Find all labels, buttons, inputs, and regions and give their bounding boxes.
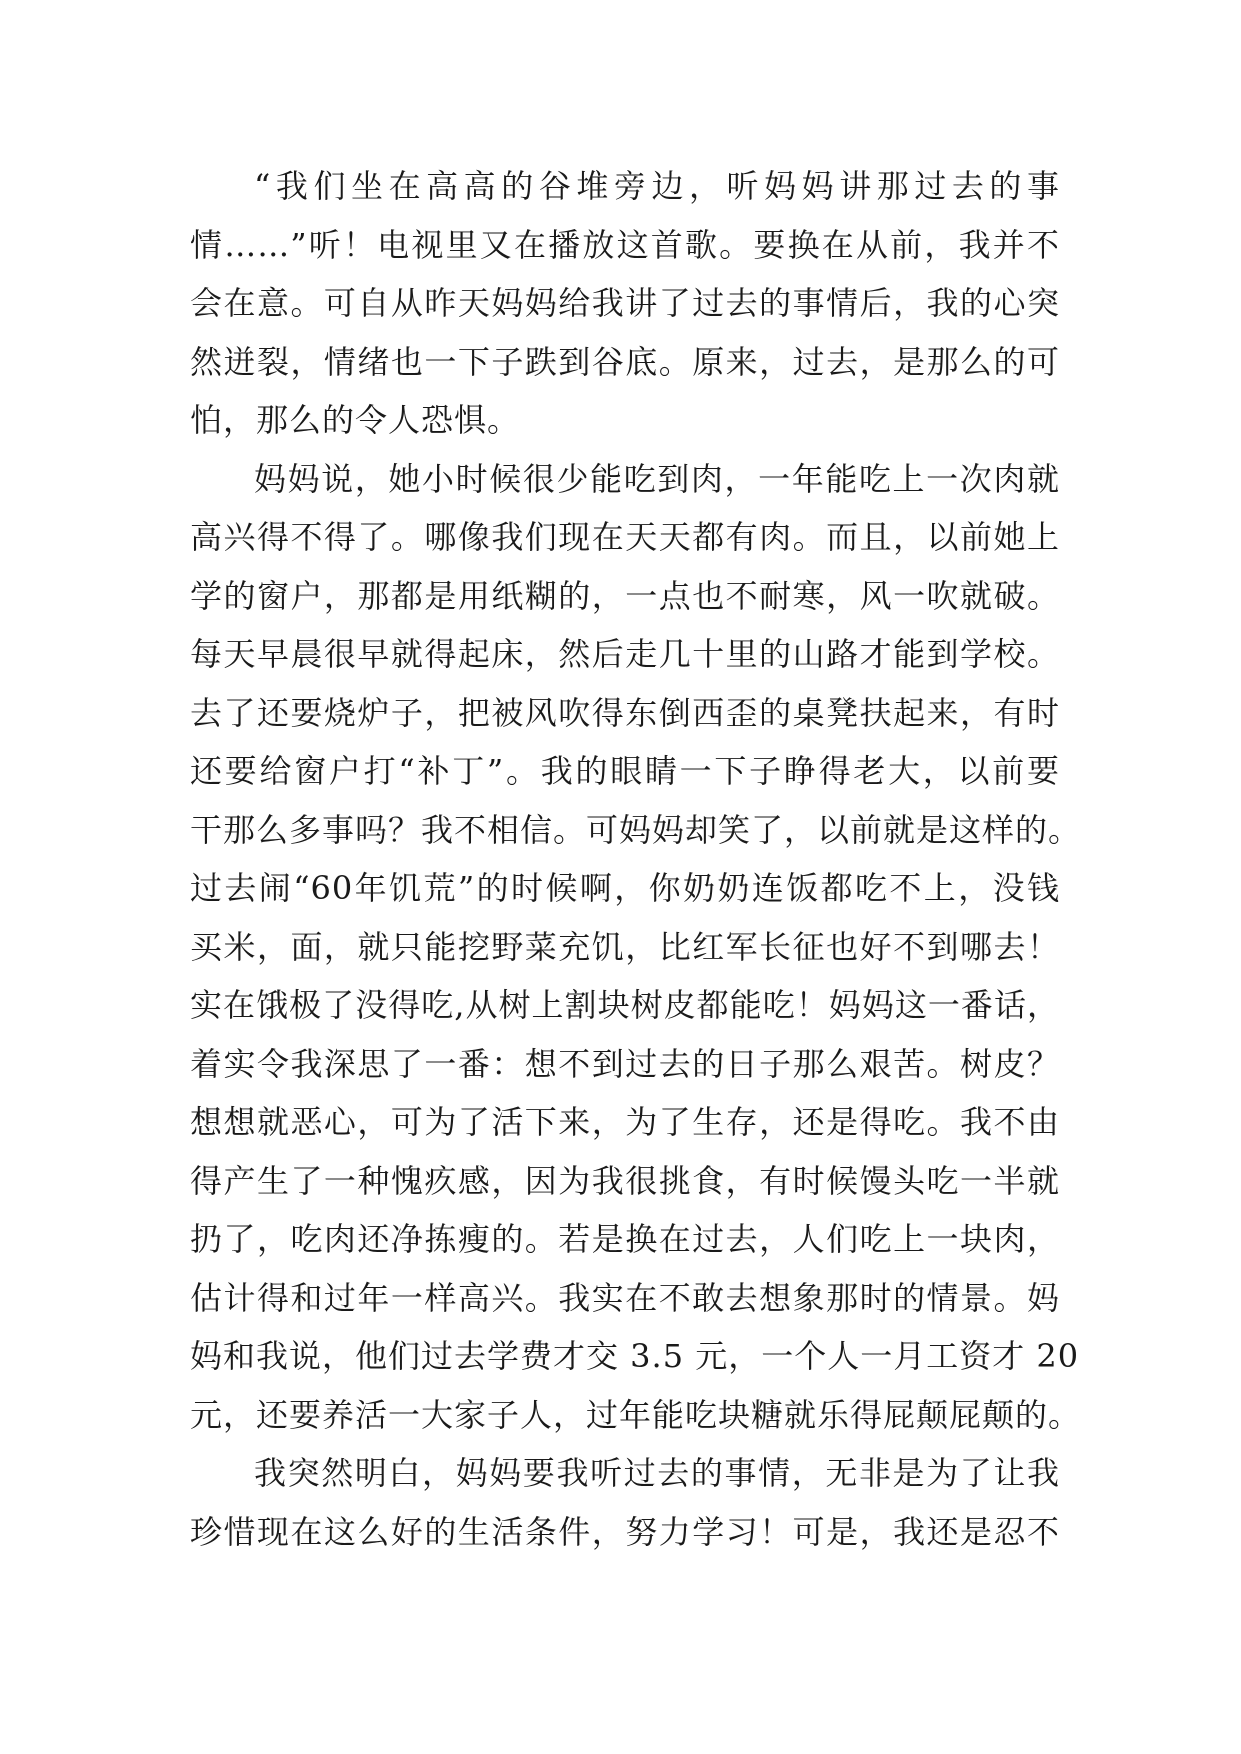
text-line: 会在意。可自从昨天妈妈给我讲了过去的事情后，我的心突	[190, 284, 1060, 322]
text-line: 实在饿极了没得吃,从树上割块树皮都能吃！妈妈这一番话，	[190, 986, 1060, 1024]
text-line: 妈和我说，他们过去学费才交 3.5 元，一个人一月工资才 20	[190, 1337, 1080, 1375]
text-line: “我们坐在高高的谷堆旁边，听妈妈讲那过去的事	[254, 167, 1060, 205]
text-line: 买米，面，就只能挖野菜充饥，比红军长征也好不到哪去！	[190, 927, 1060, 966]
paragraph-3	[190, 1444, 1060, 1561]
text-line: 妈妈说，她小时候很少能吃到肉，一年能吃上一次肉就	[254, 459, 1060, 498]
text-line: 着实令我深思了一番：想不到过去的日子那么艰苦。树皮？	[190, 1044, 1060, 1083]
text-line: 高兴得不得了。哪像我们现在天天都有肉。而且，以前她上	[190, 518, 1060, 556]
text-line: 干那么多事吗？我不相信。可妈妈却笑了，以前就是这样的。	[190, 810, 1082, 849]
text-line: 学的窗户，那都是用纸糊的，一点也不耐寒，风一吹就破。	[190, 576, 1060, 615]
document-body	[190, 157, 1082, 1561]
text-line: 元，还要养活一大家子人，过年能吃块糖就乐得屁颠屁颠的。	[190, 1395, 1082, 1434]
text-line: 估计得和过年一样高兴。我实在不敢去想象那时的情景。妈	[190, 1278, 1060, 1317]
text-line: 我突然明白，妈妈要我听过去的事情，无非是为了让我	[254, 1454, 1060, 1492]
text-line: 然迸裂，情绪也一下子跌到谷底。原来，过去，是那么的可	[190, 342, 1060, 381]
text-line: 去了还要烧炉子，把被风吹得东倒西歪的桌凳扶起来，有时	[190, 693, 1060, 732]
text-line: 想想就恶心，可为了活下来，为了生存，还是得吃。我不由	[190, 1103, 1060, 1141]
text-line: 扔了，吃肉还净拣瘦的。若是换在过去，人们吃上一块肉，	[190, 1220, 1060, 1258]
text-line: 情……”听！电视里又在播放这首歌。要换在从前，我并不	[190, 225, 1060, 264]
paragraph-1	[190, 157, 1060, 450]
text-line: 每天早晨很早就得起床，然后走几十里的山路才能到学校。	[190, 635, 1060, 673]
text-line: 得产生了一种愧疚感，因为我很挑食，有时候馒头吃一半就	[190, 1161, 1060, 1200]
text-line: 怕，那么的令人恐惧。	[190, 401, 521, 439]
text-line: 过去闹“60年饥荒”的时候啊，你奶奶连饭都吃不上，没钱	[190, 869, 1060, 907]
paragraph-2	[190, 450, 1082, 1445]
text-line: 还要给窗户打“补丁”。我的眼睛一下子睁得老大，以前要	[190, 752, 1060, 790]
text-line: 珍惜现在这么好的生活条件，努力学习！可是，我还是忍不	[190, 1512, 1060, 1551]
